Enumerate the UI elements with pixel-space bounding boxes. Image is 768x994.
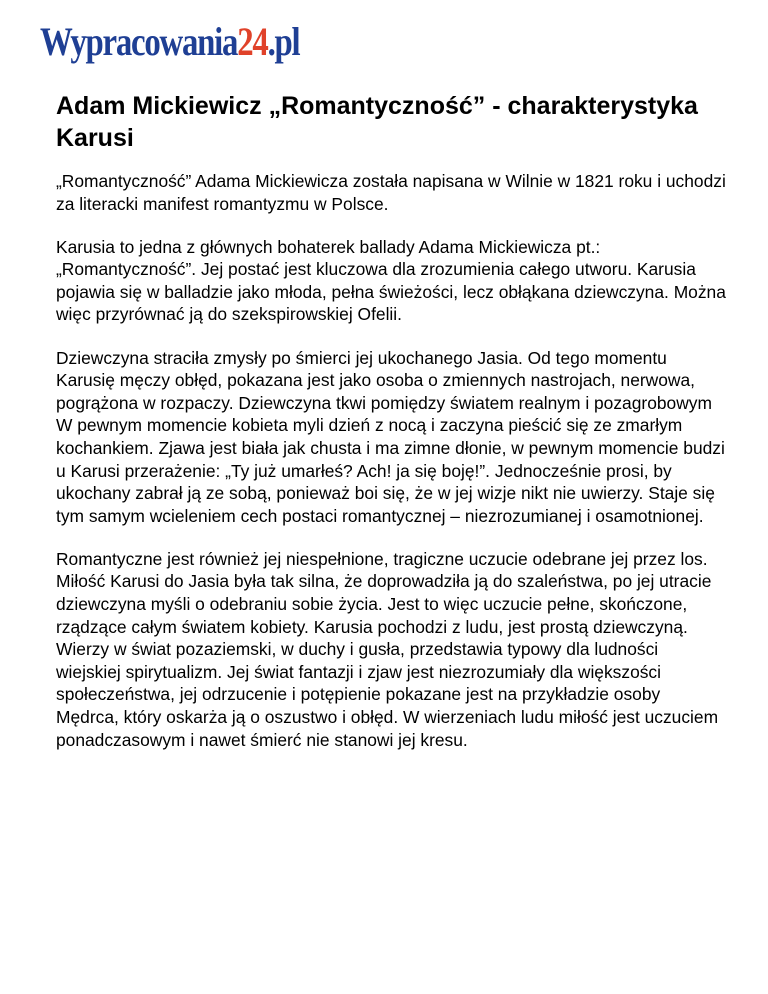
logo-text-number: 24 <box>237 19 268 64</box>
logo-text-tld: .pl <box>267 19 300 64</box>
paragraph-love: Romantyczne jest również jej niespełnione, tragiczne uczucie odebrane jej przez los. Miłość Karusi do Jasia była tak silna, że doprowadziła ją do szaleństwa, po jej utracie dziewczyna myśli o odebraniu sobie życia. Jest to więc uczucie pełne, skończone, rządzące całym światem kobiety. Karusia pochodzi z ludu, jest prostą dziewczyną. Wierzy w świat pozaziemski, w duchy i gusła, przedstawia typowy dla ludności wiejskiej spirytualizm. Jej świat fantazji i zjaw jest niezrozumiały dla większości społeczeństwa, jej odrzucenie i potępienie pokazane jest na przykładzie osoby Mędrca, który oskarża ją o oszustwo i obłęd. W wierzeniach ludu miłość jest uczuciem ponadczasowym i nawet śmierć nie stanowi jej kresu. <box>56 548 719 750</box>
page-title: Adam Mickiewicz „Romantyczność” - charakterystyka Karusi <box>56 92 698 152</box>
site-logo[interactable] <box>40 18 299 78</box>
paragraph-intro: „Romantyczność” Adama Mickiewicza została napisana w Wilnie w 1821 roku i uchodzi za literacki manifest romantyzmu w Polsce. <box>56 171 726 214</box>
paragraph-madness: Dziewczyna straciła zmysły po śmierci jej ukochanego Jasia. Od tego momentu Karusię męczy obłęd, pokazana jest jako osoba o zmiennych nastrojach, nerwowa, pogrążona w rozpaczy. Dziewczyna tkwi pomiędzy światem realnym i pozagrobowym W pewnym momencie kobieta myli dzień z nocą i zaczyna pieścić się ze zmarłym kochankiem. Zjawa jest biała jak chusta i ma zimne dłonie, w pewnym momencie budzi u Karusi przerażenie: „Ty już umarłeś? Ach! ja się boję!”. Jednocześnie prosi, by ukochany zabrał ją ze sobą, ponieważ boi się, że w jej wizje nikt nie uwierzy. Staje się tym samym wcieleniem cech postaci romantycznej – niezrozumianej i osamotnionej. <box>56 347 725 526</box>
article-body <box>56 170 726 772</box>
logo-text-main: Wypracowania <box>40 19 238 64</box>
paragraph-karusia: Karusia to jedna z głównych bohaterek ballady Adama Mickiewicza pt.: „Romantyczność”. Jej postać jest kluczowa dla zrozumienia całego utworu. Karusia pojawia się w balladzie jako młoda, pełna świeżości, lecz obłąkana dziewczyna. Można więc przyrównać ją do szekspirowskiej Ofelii. <box>56 236 726 325</box>
